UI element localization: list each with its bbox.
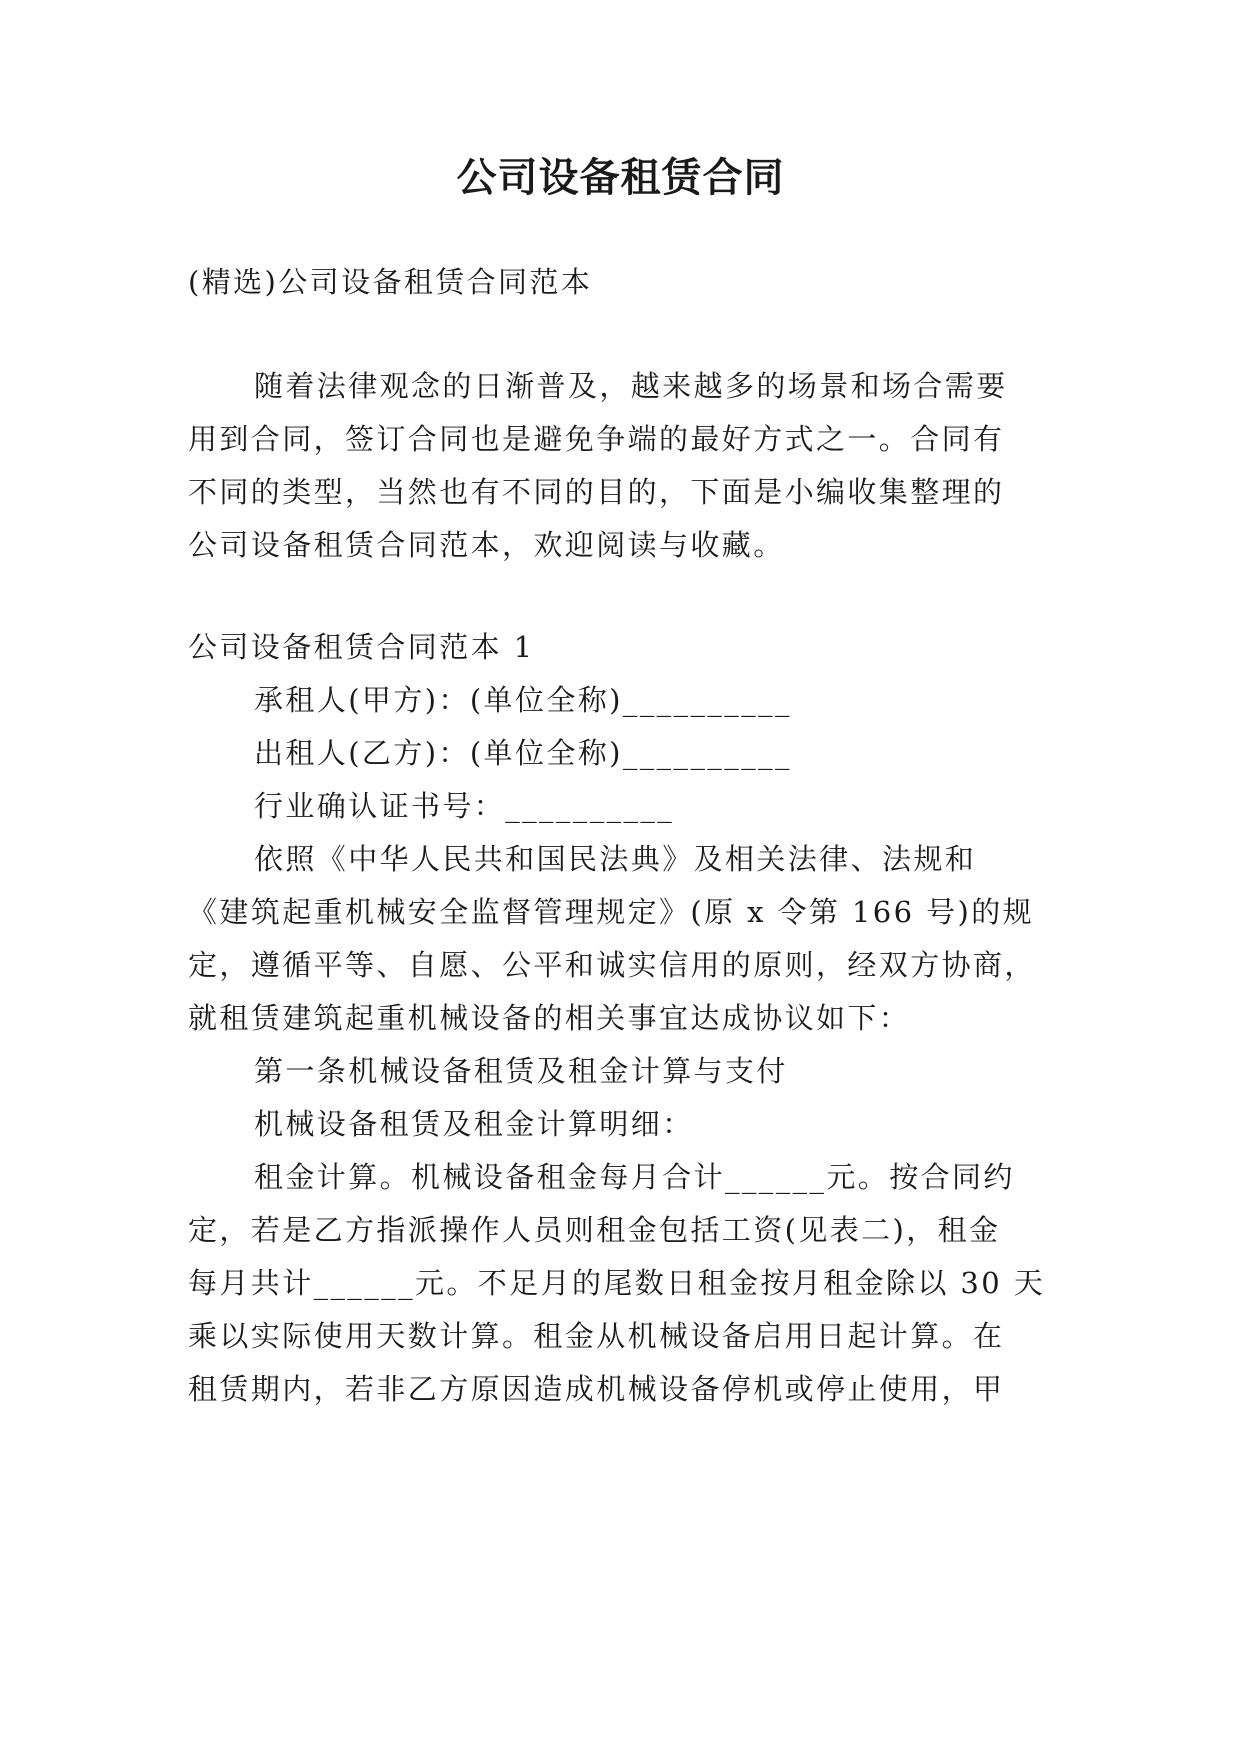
intro-line-2: 用到合同，签订合同也是避免争端的最好方式之一。合同有 <box>188 422 1005 456</box>
detail-heading: 机械设备租赁及租金计算明细： <box>254 1107 694 1141</box>
intro-line-3: 不同的类型，当然也有不同的目的，下面是小编收集整理的 <box>188 475 1005 509</box>
basis-line-3: 定，遵循平等、自愿、公平和诚实信用的原则，经双方协商， <box>188 948 1036 982</box>
intro-line-1: 随着法律观念的日渐普及，越来越多的场景和场合需要 <box>254 369 1008 403</box>
party-b-line: 出租人(乙方)：(单位全称)__________ <box>254 736 792 770</box>
rent-line-5: 租赁期内，若非乙方原因造成机械设备停机或停止使用，甲 <box>188 1372 1005 1406</box>
basis-line-4: 就租赁建筑起重机械设备的相关事宜达成协议如下： <box>188 1001 911 1035</box>
rent-line-2: 定，若是乙方指派操作人员则租金包括工资(见表二)，租金 <box>188 1213 1001 1247</box>
basis-line-2: 《建筑起重机械安全监督管理规定》(原 x 令第 166 号)的规 <box>188 895 1035 929</box>
intro-line-4: 公司设备租赁合同范本，欢迎阅读与收藏。 <box>188 528 785 562</box>
party-a-line: 承租人(甲方)：(单位全称)__________ <box>254 683 792 717</box>
document-subtitle: (精选)公司设备租赁合同范本 <box>188 265 593 299</box>
certificate-line: 行业确认证书号：__________ <box>254 789 675 823</box>
article-1-title: 第一条机械设备租赁及租金计算与支付 <box>254 1054 788 1088</box>
basis-line-1: 依照《中华人民共和国民法典》及相关法律、法规和 <box>254 842 977 876</box>
rent-line-4: 乘以实际使用天数计算。租金从机械设备启用日起计算。在 <box>188 1319 1005 1353</box>
rent-line-3: 每月共计______元。不足月的尾数日租金按月租金除以 30 天 <box>188 1266 1046 1300</box>
rent-line-1: 租金计算。机械设备租金每月合计______元。按合同约 <box>254 1160 1015 1194</box>
document-title: 公司设备租赁合同 <box>456 155 785 201</box>
section-heading: 公司设备租赁合同范本 1 <box>188 630 535 664</box>
